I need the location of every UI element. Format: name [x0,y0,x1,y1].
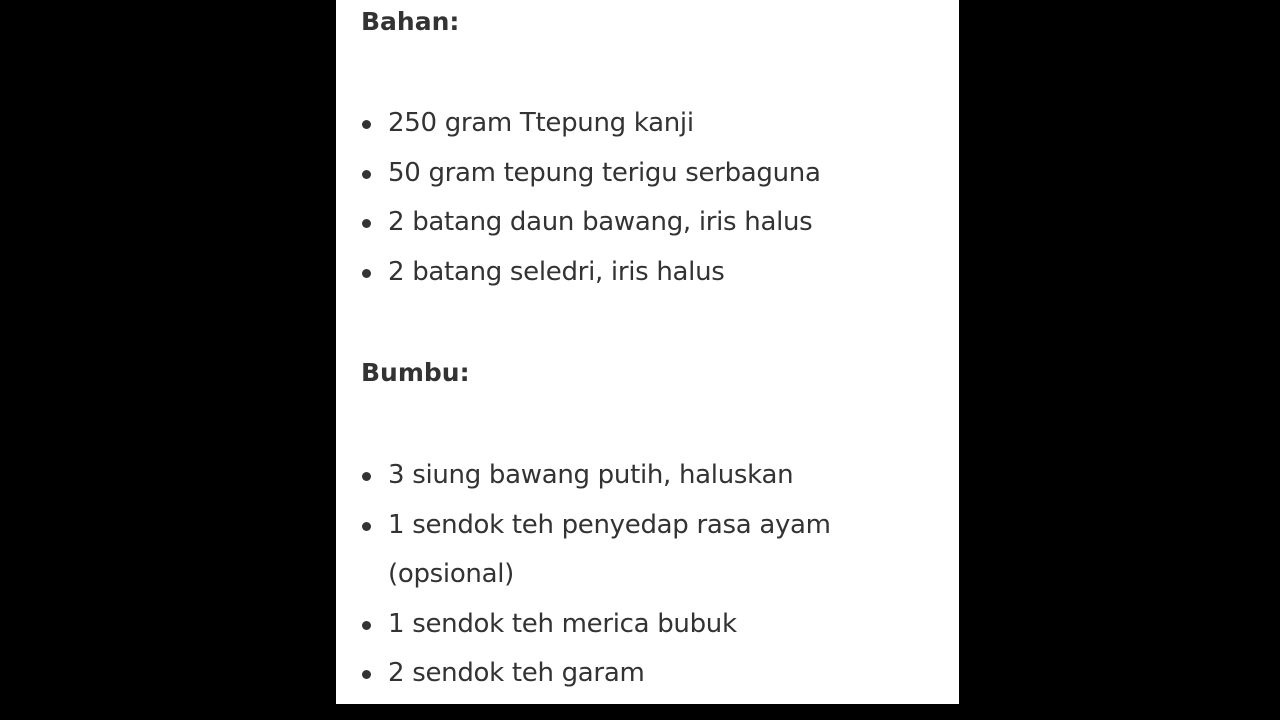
bullet-icon [362,120,371,129]
bumbu-heading: Bumbu: [361,358,470,387]
list-item-text: 50 gram tepung terigu serbaguna [388,157,821,188]
list-item-text: 2 batang daun bawang, iris halus [388,207,813,238]
list-item [361,501,941,600]
bullet-icon [362,621,371,630]
recipe-page [336,0,959,704]
bullet-icon [362,170,371,179]
bullet-icon [362,522,371,531]
bullet-icon [362,269,371,278]
bullet-icon [362,472,371,481]
list-item [361,149,941,199]
list-item [361,600,941,650]
list-item [361,198,941,248]
list-item [361,248,941,298]
list-item-text: 1 sendok teh merica bubuk [388,608,737,639]
bullet-icon [362,670,371,679]
list-item-text: 1 sendok teh penyedap rasa ayam (opsional) [388,509,831,590]
bullet-icon [362,219,371,228]
list-item-text: 3 siung bawang putih, haluskan [388,460,794,490]
list-item-text: 2 batang seledri, iris halus [388,256,725,287]
bumbu-list [361,451,941,699]
bahan-heading: Bahan: [361,7,460,36]
list-item-text: 250 gram Ttepung kanji [388,108,694,138]
bahan-list [361,99,941,297]
list-item [361,451,941,501]
list-item-text: 2 sendok teh garam [388,658,645,689]
list-item [361,649,941,699]
list-item [361,99,941,149]
